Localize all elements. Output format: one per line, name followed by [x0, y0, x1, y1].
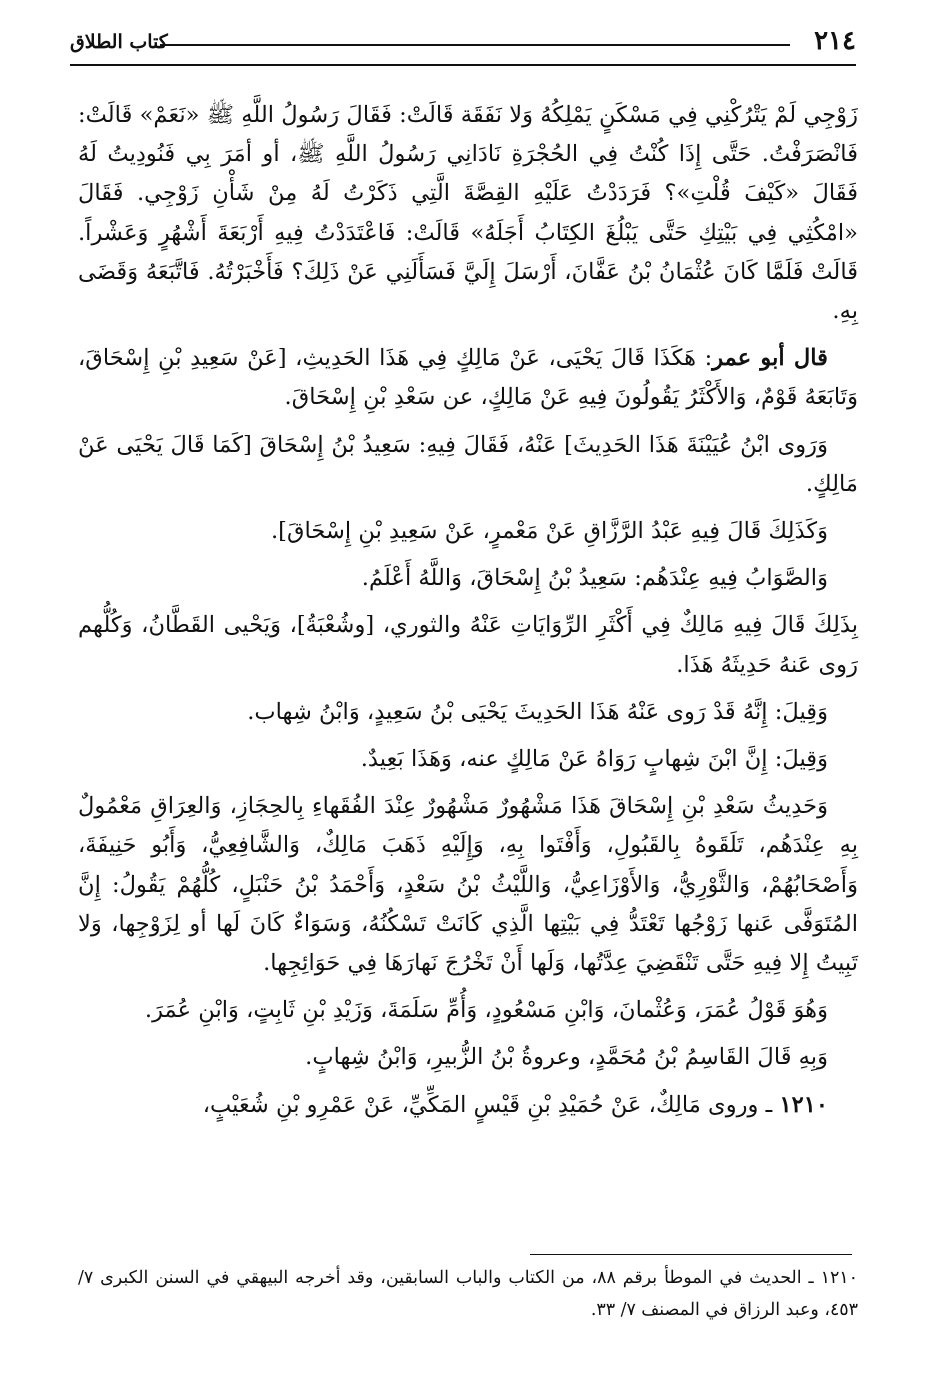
paragraph: وَبِهِ قَالَ القَاسِمُ بْنُ مُحَمَّدٍ، وعروةُ بْنُ الزُّبيرِ، وَابْنُ شِهابٍ.: [305, 1044, 828, 1071]
paragraph: وَقِيلَ: إِنَّهُ قَدْ رَوى عَنْهُ هَذَا الحَدِيثَ يَحْيَى بْنُ سَعِيدٍ، وَابْنُ شِهاب.: [247, 698, 828, 725]
paragraph: [78, 1086, 858, 1125]
page-header: [70, 22, 856, 62]
hadith-number: ١٢١٠: [779, 1091, 828, 1118]
book-title: كتاب الطلاق: [70, 31, 168, 53]
paragraph: وَالصَّوَابُ فِيهِ عِنْدَهُم: سَعِيدُ بْنُ إِسْحَاقَ، وَاللَّهُ أَعْلَمُ.: [361, 565, 828, 592]
speaker-label: قال أبو عمر: [712, 345, 828, 372]
header-underline: [70, 64, 856, 66]
paragraph: وَقِيلَ: إِنَّ ابْنَ شِهابٍ رَوَاهُ عَنْ مَالِكٍ عنه، وَهَذَا بَعِيدٌ.: [360, 746, 828, 773]
paragraph: وَكَذَلِكَ قَالَ فِيهِ عَبْدُ الرَّزَّاقِ عَنْ مَعْمرٍ، عَنْ سَعِيدِ بْنِ إِسْحَاقَ].: [271, 518, 828, 545]
paragraph: [78, 339, 858, 417]
paragraph-text: ـ وروى مَالِكٌ، عَنْ حُمَيْدِ بْنِ قَيْسٍ المَكِّيِّ، عَنْ عَمْرِو بْنِ شُعَيْبٍ،: [202, 1091, 773, 1118]
paragraph: بِذَلِكَ قَالَ فِيهِ مَالِكٌ فِي أَكْثَرِ الرِّوَايَاتِ عَنْهُ والثوري، [وشُعْبَةُ]، وَيَحْيى القَطَّانُ، وَكُلُّهم رَوى عَنهُ حَدِيثَهُ هَذَا.: [78, 612, 858, 678]
paragraph: وَهُوَ قَوْلُ عُمَرَ، وَعُثْمانَ، وَابْنِ مَسْعُودٍ، وَأُمِّ سَلَمَةَ، وَزَيْدِ بْنِ ثَابِتٍ، وَابْنِ عُمَرَ.: [144, 997, 828, 1024]
paragraph: وَرَوى ابْنُ عُيَيْنَةَ هَذَا الحَدِيثَ] عَنْهُ، فَقَالَ فِيهِ: سَعِيدُ بْنُ إِسْحَاقَ [كَمَا قَالَ يَحْيَى عَنْ مَالِكٍ.: [78, 431, 858, 497]
footnote: [78, 1262, 858, 1326]
paragraph: زَوْجِي لَمْ يَتْرُكْنِي فِي مَسْكَنٍ يَمْلِكُهُ وَلا نَفَقَة قَالَتْ: فَقَالَ رَسُولُ اللَّهِ ﷺ «نَعَمْ» قَالَتْ: فَانْصَرَفْتُ. حَتَّى إِذَا كُنْتُ فِي الحُجْرَةِ نَادَانِي رَسُولُ اللَّهِ ﷺ، أو أمَرَ بِي فَنُودِيتُ لَهُ فَقَالَ «كَيْفَ قُلْتِ»؟ فَرَدَدْتُ عَلَيْهِ القِصَّةَ الَّتِي ذَكَرْتُ لَهُ مِنْ شَأْنِ زَوْجِي. فَقَالَ «امْكُثِي فِي بَيْتِكِ حَتَّى يَبْلُغَ الكِتَابُ أَجَلَهُ» قَالَتْ: فَاعْتَدَدْتُ فِيهِ أَرْبَعَةَ أَشْهُرٍ وَعَشْراً. قَالَتْ فَلَمَّا كَانَ عُثْمَانُ بْنُ عَفَّانَ، أَرْسَلَ إِلَيَّ فَسَأَلَنِي عَنْ ذَلِكَ؟ فَأَخْبَرْتُهُ. فَاتَّبَعَهُ وَقَضَى بِهِ.: [78, 102, 858, 325]
header-rule: [160, 44, 790, 46]
paragraph-text: : هَكَذَا قَالَ يَحْيَى، عَنْ مَالِكٍ فِي هَذَا الحَدِيثِ، [عَنْ سَعِيدِ بْنِ إِسْحَاقَ، وَتَابَعَهُ قَوْمٌ، وَالأَكْثَرُ يَقُولُونَ فِيهِ عَنْ مَالِكٍ، عن سَعْدِ بْنِ إِسْحَاقَ.: [78, 345, 858, 411]
main-text: [78, 96, 858, 1133]
footnote-text: ١٢١٠ ـ الحديث في الموطأ برقم ٨٨، من الكتاب والباب السابقين، وقد أخرجه البيهقي في السنن الكبرى ٧/ ٤٥٣، وعبد الرزاق في المصنف ٧/ ٣٣.: [78, 1268, 858, 1320]
footnote-rule: [530, 1254, 852, 1255]
paragraph: وَحَدِيثُ سَعْدِ بْنِ إِسْحَاقَ هَذَا مَشْهُورٌ مَشْهُورٌ عِنْدَ الفُقَهاءِ بِالحِجَازِ، وَالعِرَاقِ مَعْمُولٌ بِهِ عِنْدَهُم، تَلَقَوهُ بِالقَبُولِ، وَأَفْتَوا بِهِ، وَإِلَيْهِ ذَهَبَ مَالِكٌ، وَالشَّافِعِيُّ، وَأَبُو حَنِيفَةَ، وَأَصْحَابُهُمْ، وَالثَّوْرِيُّ، وَالأَوْزَاعِيُّ، وَاللَّيْثُ بْنُ سَعْدٍ، وَأَحْمَدُ بْنُ حَنْبَلٍ، كُلُّهُمْ يَقُولُ: إِنَّ المُتَوَفَّى عَنها زَوْجُها تَعْتَدُّ فِي بَيْتِها الَّذِي كَانَتْ تَسْكُنُهُ، وَسَوَاءٌ كَانَ لَها أو لِزَوْجِها، وَلا تَبِيتُ إِلا فِيهِ حَتَّى تَنْقَضِيَ عِدَّتُها، وَلَها أَنْ تَخْرُجَ نَهارَهَا فِي حَوَائِجِها.: [78, 793, 858, 977]
page-number: ٢١٤: [814, 26, 856, 56]
